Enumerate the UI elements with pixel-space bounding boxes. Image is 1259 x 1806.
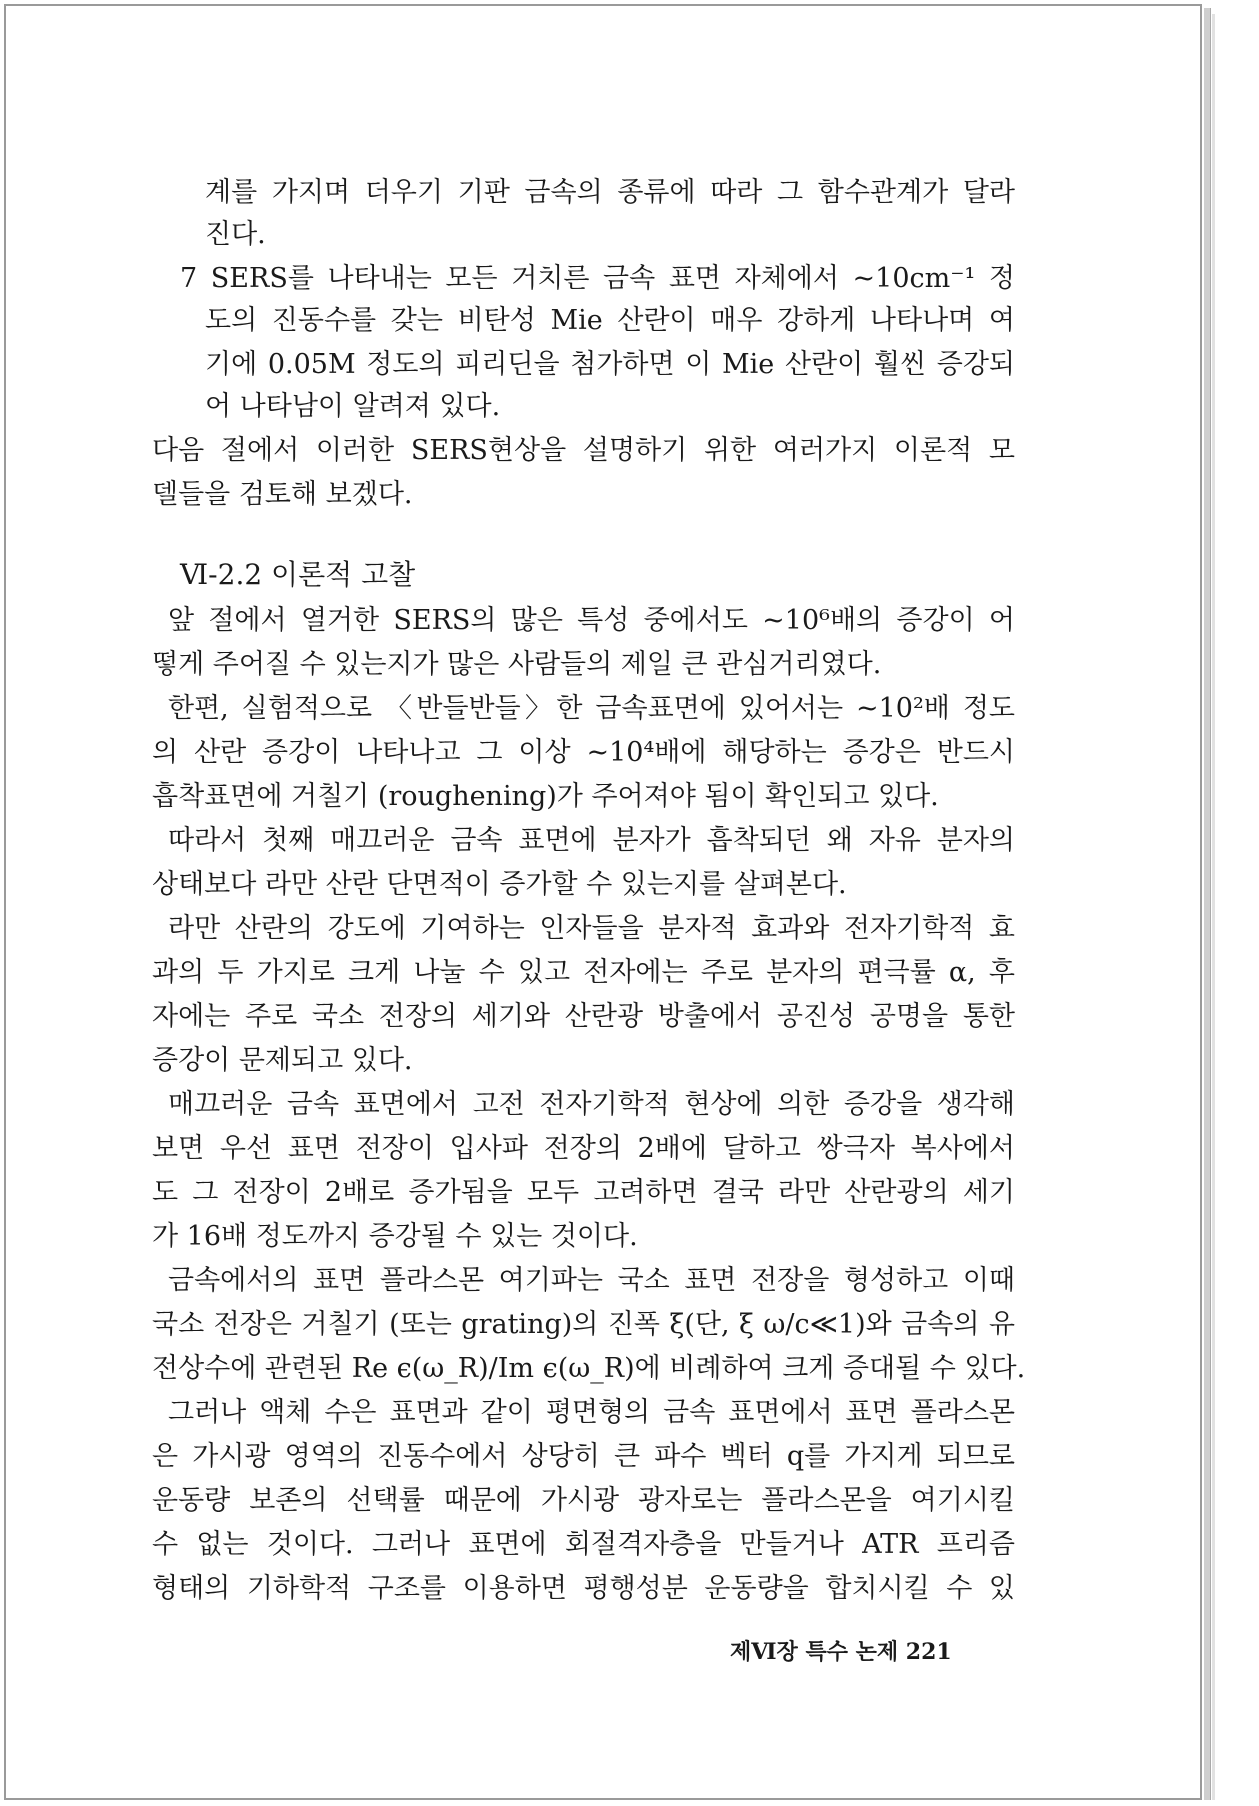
- text-line: 과의 두 가지로 크게 나눌 수 있고 전자에는 주로 분자의 편극률 α, 후: [152, 957, 1015, 988]
- text-line: 도 그 전장이 2배로 증가됨을 모두 고려하면 결국 라만 산란광의 세기: [152, 1177, 1015, 1208]
- section-heading: Ⅵ-2.2 이론적 고찰: [180, 558, 416, 591]
- text-line: 한편, 실험적으로 〈반들반들〉한 금속표면에 있어서는 ~10²배 정도: [168, 693, 1015, 724]
- text-line: 도의 진동수를 갖는 비탄성 Mie 산란이 매우 강하게 나타나며 여: [205, 305, 1015, 336]
- text-line: 보면 우선 표면 전장이 입사파 전장의 2배에 달하고 쌍극자 복사에서: [152, 1133, 1015, 1164]
- text-line: 전상수에 관련된 Re ϵ(ω_R)/Im ϵ(ω_R)에 비례하여 크게 증대될 수 있다.: [152, 1353, 1026, 1384]
- text-line: 기에 0.05M 정도의 피리딘을 첨가하면 이 Mie 산란이 훨씬 증강되: [205, 349, 1015, 380]
- text-line: 계를 가지며 더우기 기판 금속의 종류에 따라 그 함수관계가 달라: [205, 177, 1015, 208]
- text-line: 자에는 주로 국소 전장의 세기와 산란광 방출에서 공진성 공명을 통한: [152, 1001, 1015, 1032]
- page-edge: [1204, 8, 1211, 1800]
- text-line: 어 나타남이 알려져 있다.: [205, 391, 501, 422]
- text-line: 상태보다 라만 산란 단면적이 증가할 수 있는지를 살펴본다.: [152, 869, 847, 900]
- text-line: 가 16배 정도까지 증강될 수 있는 것이다.: [152, 1221, 638, 1252]
- text-line: 운동량 보존의 선택률 때문에 가시광 광자로는 플라스몬을 여기시킬: [152, 1485, 1015, 1516]
- text-line: 흡착표면에 거칠기 (roughening)가 주어져야 됨이 확인되고 있다.: [152, 781, 939, 812]
- text-line: 라만 산란의 강도에 기여하는 인자들을 분자적 효과와 전자기학적 효: [168, 913, 1015, 944]
- text-line: 따라서 첫째 매끄러운 금속 표면에 분자가 흡착되던 왜 자유 분자의: [168, 825, 1015, 856]
- text-line: 매끄러운 금속 표면에서 고전 전자기학적 현상에 의한 증강을 생각해: [168, 1089, 1015, 1120]
- page-footer: 제Ⅵ장 특수 논제 221: [730, 1639, 952, 1665]
- text-line: 7 SERS를 나타내는 모든 거치른 금속 표면 자체에서 ~10cm⁻¹ 정: [180, 263, 1015, 294]
- text-line: 금속에서의 표면 플라스몬 여기파는 국소 표면 전장을 형성하고 이때: [168, 1265, 1015, 1296]
- text-line: 형태의 기하학적 구조를 이용하면 평행성분 운동량을 합치시킬 수 있: [152, 1573, 1015, 1604]
- text-line: 국소 전장은 거칠기 (또는 grating)의 진폭 ξ(단, ξ ω/c≪1)와 금속의 유: [152, 1309, 1015, 1340]
- text-line: 떻게 주어질 수 있는지가 많은 사람들의 제일 큰 관심거리였다.: [152, 649, 882, 680]
- text-line: 앞 절에서 열거한 SERS의 많은 특성 중에서도 ~10⁶배의 증강이 어: [168, 605, 1015, 636]
- text-line: 진다.: [205, 219, 266, 250]
- text-line: 수 없는 것이다. 그러나 표면에 회절격자층을 만들거나 ATR 프리즘: [152, 1529, 1015, 1560]
- text-line: 델들을 검토해 보겠다.: [152, 479, 413, 510]
- text-line: 은 가시광 영역의 진동수에서 상당히 큰 파수 벡터 q를 가지게 되므로: [152, 1441, 1015, 1472]
- text-line: 그러나 액체 수은 표면과 같이 평면형의 금속 표면에서 표면 플라스몬: [168, 1397, 1015, 1428]
- text-line: 의 산란 증강이 나타나고 그 이상 ~10⁴배에 해당하는 증강은 반드시: [152, 737, 1015, 768]
- text-line: 증강이 문제되고 있다.: [152, 1045, 413, 1076]
- text-line: 다음 절에서 이러한 SERS현상을 설명하기 위한 여러가지 이론적 모: [152, 435, 1015, 466]
- page-edge-shadow: [1212, 14, 1215, 1800]
